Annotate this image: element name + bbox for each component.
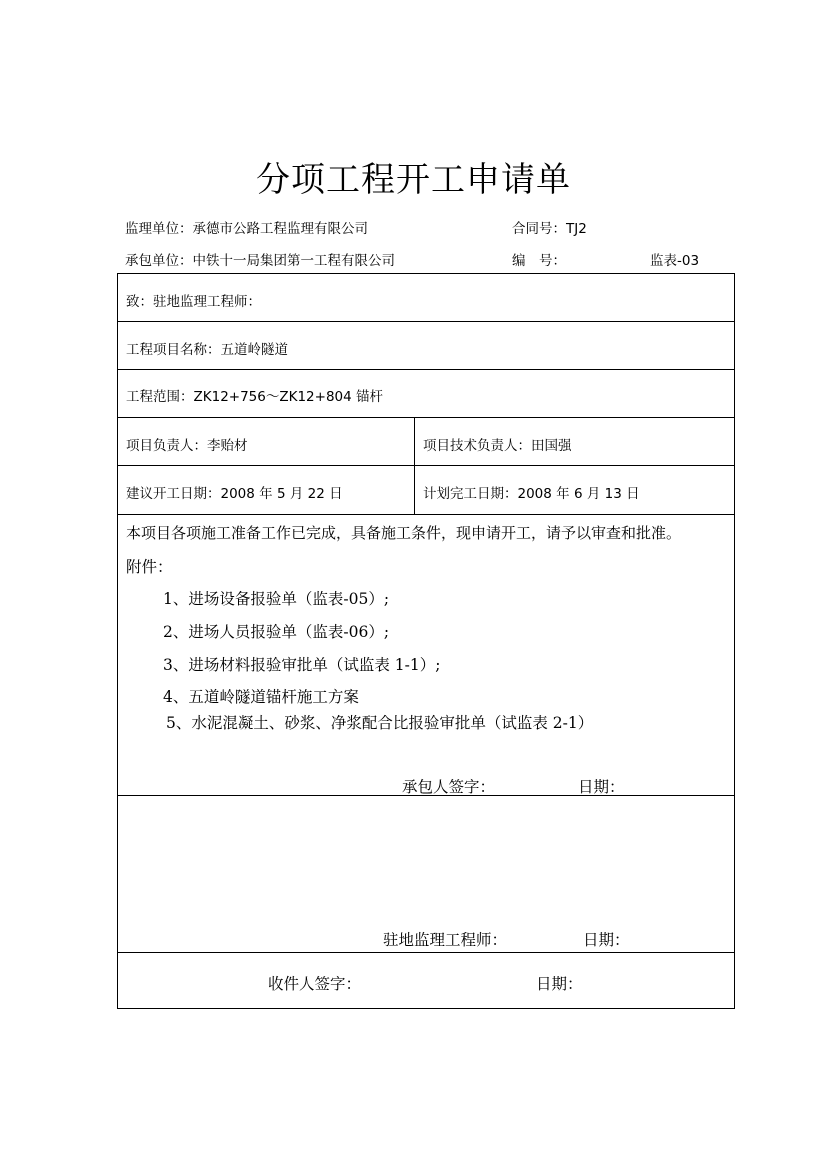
receiver-date-label: 日期：	[536, 975, 583, 993]
work-scope: 工程范围：ZK12+756～ZK12+804 锚杆	[126, 389, 384, 405]
contractor-date-label: 日期：	[578, 778, 625, 796]
column-divider	[414, 418, 415, 465]
addressee: 致：驻地监理工程师：	[126, 294, 261, 310]
project-name-row	[118, 322, 734, 370]
column-divider	[414, 466, 415, 514]
serial-number-label: 编 号：	[512, 253, 566, 269]
contractor-signature-label: 承包人签字：	[402, 778, 496, 796]
contract-number: 合同号：TJ2	[512, 221, 587, 237]
scope-row	[118, 370, 734, 418]
managers-row	[118, 418, 734, 466]
contractor-unit: 承包单位：中铁十一局集团第一工程有限公司	[125, 253, 395, 269]
application-form	[117, 273, 735, 1009]
addressee-row	[118, 274, 734, 322]
attachment-item: 2、进场人员报验单（监表-06）;	[163, 623, 390, 641]
receiver-row	[118, 953, 734, 1010]
proposed-start-date: 建议开工日期：2008 年 5 月 22 日	[126, 486, 343, 502]
attachments-label: 附件：	[126, 558, 173, 576]
attachment-item: 1、进场设备报验单（监表-05）;	[163, 590, 390, 608]
attachment-item: 4、五道岭隧道锚杆施工方案	[163, 688, 359, 706]
receiver-signature-label: 收件人签字：	[268, 975, 362, 993]
engineer-signature-label: 驻地监理工程师：	[383, 931, 508, 949]
engineer-review-row	[118, 796, 734, 953]
page-title: 分项工程开工申请单	[256, 160, 571, 200]
dates-row	[118, 466, 734, 515]
application-body	[118, 515, 734, 796]
engineer-date-label: 日期：	[583, 931, 630, 949]
attachment-item: 5、水泥混凝土、砂浆、净浆配合比报验审批单（试监表 2-1）	[166, 714, 594, 732]
technical-manager: 项目技术负责人：田国强	[423, 438, 572, 454]
form-code: 监表-03	[650, 253, 700, 269]
attachment-item: 3、进场材料报验审批单（试监表 1-1）;	[163, 656, 441, 674]
application-statement: 本项目各项施工准备工作已完成，具备施工条件，现申请开工，请予以审查和批准。	[126, 524, 682, 542]
project-name: 工程项目名称：五道岭隧道	[126, 342, 288, 358]
supervision-unit: 监理单位：承德市公路工程监理有限公司	[125, 221, 368, 237]
planned-finish-date: 计划完工日期：2008 年 6 月 13 日	[423, 486, 640, 502]
project-manager: 项目负责人：李贻材	[126, 438, 248, 454]
